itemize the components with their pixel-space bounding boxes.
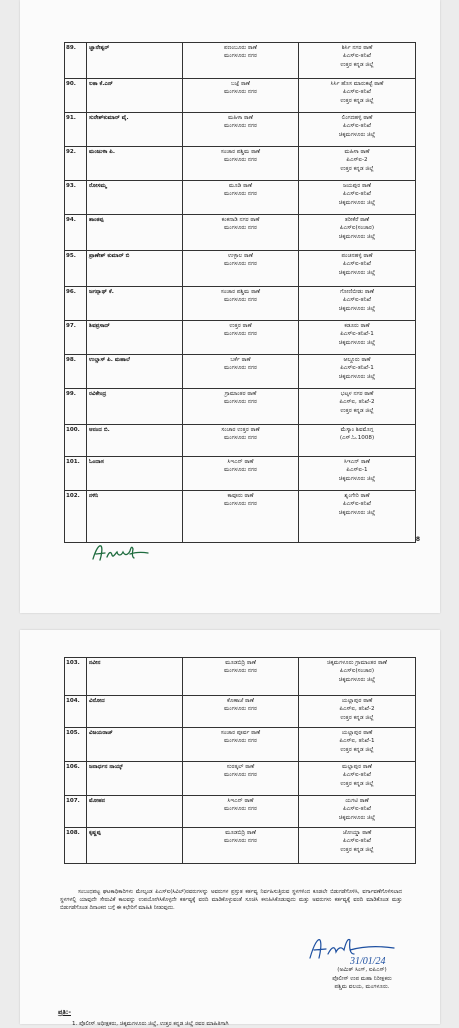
officer-name: ಮಂಜುಳಾ ಪಿ. <box>87 147 183 181</box>
current-posting-line: ಮಂಗಳೂರು ನಗರ <box>223 467 258 474</box>
current-posting-line: ಮಂಗಳೂರು ನಗರ <box>223 331 258 338</box>
new-posting-line: ಪಿಎಸ್‌ಐ-ತನಿಖೆ-1 <box>340 365 374 372</box>
current-posting-line: ಮಂಗಳೂರು ನಗರ <box>223 435 258 442</box>
current-posting-line: ಮಂಗಳೂರು ನಗರ <box>223 772 258 779</box>
signature-initials <box>90 542 154 568</box>
current-posting-line: ಮೂಡಬಿದ್ರಿ ಠಾಣೆ <box>225 660 256 666</box>
new-posting-line: ಚಿಕ್ಕಮಗಳೂರು ಗ್ರಾಮಾಂತರ ಠಾಣೆ <box>326 660 387 666</box>
current-posting-line: ಕಾವೂರು ಠಾಣೆ <box>227 493 254 499</box>
table-row <box>65 215 416 251</box>
new-posting-line: ಚಿಕ್ಕಮಗಳೂರು ಜಿಲ್ಲೆ <box>338 373 376 380</box>
officer-name: ನವೀನ <box>87 658 183 696</box>
new-posting-line: ಉತ್ತರ ಕನ್ನಡ ಜಿಲ್ಲೆ <box>340 780 374 787</box>
serial-number: 94. <box>65 215 87 251</box>
serial-number: 99. <box>65 389 87 425</box>
signatory-name: (ಅಮಿತ್ ಸಿಂಗ್, ಐಪಿಎಸ್) <box>337 967 387 973</box>
new-posting-line: ಪಿಎಸ್‌ಐ-ತನಿಖೆ <box>343 53 371 60</box>
current-posting <box>183 355 299 389</box>
current-posting-line: ಮೂಡಿ ಠಾಣೆ <box>228 183 253 189</box>
table-row <box>65 321 416 355</box>
new-posting-line: ಕಡೂರು ಠಾಣೆ <box>344 323 370 329</box>
current-posting-line: ಸಿಇಎನ್ ಠಾಣೆ <box>227 459 254 465</box>
serial-number: 108. <box>65 828 87 864</box>
new-posting-line: ಚಿಕ್ಕಮಗಳೂರು ಜಿಲ್ಲೆ <box>338 269 376 276</box>
current-posting <box>183 796 299 828</box>
current-posting <box>183 728 299 762</box>
officer-name: ಜ್ಞಾನೇಶ್ವರ್ <box>87 43 183 79</box>
current-posting-line: ಮಂಗಳೂರು ನಗರ <box>223 668 258 675</box>
current-posting-line: ಮಂಗಳೂರು ನಗರ <box>223 838 258 845</box>
current-posting <box>183 425 299 457</box>
new-posting-line: ಲಿಂಗದಹಳ್ಳಿ ಠಾಣೆ <box>341 115 373 121</box>
current-posting-line: ಮಂಗಳೂರು ನಗರ <box>223 738 258 745</box>
new-posting-line: ಯಗಟಿ ಠಾಣೆ <box>345 798 369 804</box>
current-posting-line: ಸುರತ್ಕಲ್ ಠಾಣೆ <box>226 764 255 770</box>
new-posting <box>299 457 416 491</box>
current-posting-line: ಸಂಚಾರ ಪಶ್ಚಿಮ ಠಾಣೆ <box>220 149 261 155</box>
current-posting-line: ಮಂಗಳೂರು ನಗರ <box>223 806 258 813</box>
new-posting <box>299 215 416 251</box>
current-posting-line: ಉತ್ತರ ಠಾಣೆ <box>229 323 252 329</box>
serial-number: 102. <box>65 491 87 543</box>
new-posting <box>299 425 416 457</box>
new-posting-line: ಪಿಎಸ್‌ಐ-ತನಿಖೆ <box>343 838 371 845</box>
officer-name: ಜನಾರ್ಧನ ನಾಯ್ಕ್ <box>87 762 183 796</box>
table-row <box>65 113 416 147</box>
officer-name: ವಿಜಯರಾಜ್ <box>87 728 183 762</box>
current-posting-line: ಬಜ್ಪೆ ಠಾಣೆ <box>231 81 250 87</box>
new-posting-line: ಪಿಎಸ್‌ಐ-ತನಿಖೆ <box>343 772 371 779</box>
officer-name: ರೋಸಮ್ಮ <box>87 181 183 215</box>
current-posting <box>183 491 299 543</box>
current-posting-line: ಗ್ರಾಮಾಂತರ ಠಾಣೆ <box>224 391 257 397</box>
new-posting-line: ಚಿಕ್ಕಮಗಳೂರು ಜಿಲ್ಲೆ <box>338 131 376 138</box>
new-posting-line: ಉತ್ತರ ಕನ್ನಡ ಜಿಲ್ಲೆ <box>340 714 374 721</box>
new-posting-line: ಪಿಎಸ್‌ಐ-1 <box>346 467 368 474</box>
officer-name: ನಳಿನಿ <box>87 491 183 543</box>
new-posting-line: ಸಿಇಎನ್ ಠಾಣೆ <box>344 459 370 465</box>
new-posting-line: ಉತ್ತರ ಕನ್ನಡ ಜಿಲ್ಲೆ <box>340 61 374 68</box>
officer-name: ಶಾಂತಪ್ಪ <box>87 215 183 251</box>
new-posting-line: ಸಿರ್ಸಿ ಹೊಸ ಮಾರುಕಟ್ಟೆ ಠಾಣೆ <box>330 81 384 87</box>
new-posting-line: ಚಿಕ್ಕಮಗಳೂರು ಜಿಲ್ಲೆ <box>338 676 376 683</box>
serial-number: 98. <box>65 355 87 389</box>
current-posting-line: ಸಂಚಾರ ಉತ್ತರ ಠಾಣೆ <box>221 427 260 433</box>
table-row <box>65 355 416 389</box>
current-posting <box>183 79 299 113</box>
new-posting <box>299 321 416 355</box>
new-posting <box>299 181 416 215</box>
current-posting <box>183 287 299 321</box>
current-posting <box>183 389 299 425</box>
new-posting <box>299 658 416 696</box>
table-row <box>65 728 416 762</box>
new-posting-line: ಉತ್ತರ ಕನ್ನಡ ಜಿಲ್ಲೆ <box>340 846 374 853</box>
new-posting-line: ಪಿಎಸ್‌ಐ-ತನಿಖೆ <box>343 806 371 813</box>
new-posting-line: ಉತ್ತರ ಕನ್ನಡ ಜಿಲ್ಲೆ <box>340 97 374 104</box>
signature-date: 31/01/24 <box>350 956 386 967</box>
table-row <box>65 287 416 321</box>
serial-number: 96. <box>65 287 87 321</box>
table-row <box>65 658 416 696</box>
current-posting <box>183 321 299 355</box>
current-posting <box>183 181 299 215</box>
current-posting-line: ಮಂಗಳೂರು ನಗರ <box>223 157 258 164</box>
current-posting-line: ಮಂಗಳೂರು ನಗರ <box>223 501 258 508</box>
new-posting-line: ಪಿಎಸ್‌ಐ-ತನಿಖೆ <box>343 297 371 304</box>
page-number: 8 <box>415 536 420 543</box>
new-posting-line: ಮಹಿಳಾ ಠಾಣೆ <box>344 149 370 155</box>
current-posting <box>183 696 299 728</box>
new-posting-line: ಉತ್ತರ ಕನ್ನಡ ಜಿಲ್ಲೆ <box>340 165 374 172</box>
new-posting-line: ಚಿಕ್ಕಮಗಳೂರು ಜಿಲ್ಲೆ <box>338 475 376 482</box>
new-posting-line: ಚಿಕ್ಕಮಗಳೂರು ಜಿಲ್ಲೆ <box>338 814 376 821</box>
new-posting-line: ಪಿಎಸ್‌ಐ, ತನಿಖೆ-2 <box>339 706 375 713</box>
serial-number: 101. <box>65 457 87 491</box>
table-row <box>65 389 416 425</box>
transfer-table-page-2 <box>64 657 416 864</box>
new-posting-line: ಪಿಎಸ್‌ಐ-ತನಿಖೆ <box>343 261 371 268</box>
current-posting-line: ಮಂಗಳೂರು ನಗರ <box>223 365 258 372</box>
new-posting-line: ಪಿಎಸ್‌ಐ-ತನಿಖೆ <box>343 501 371 508</box>
new-posting-line: ಉತ್ತರ ಕನ್ನಡ ಜಿಲ್ಲೆ <box>340 746 374 753</box>
new-posting-line: ಚಿಕ್ಕಮಗಳೂರು ಜಿಲ್ಲೆ <box>338 233 376 240</box>
table-row <box>65 796 416 828</box>
current-posting <box>183 457 299 491</box>
new-posting <box>299 355 416 389</box>
table-row <box>65 147 416 181</box>
new-posting <box>299 79 416 113</box>
table-row <box>65 491 416 543</box>
current-posting-line: ಸಿಇಎನ್ ಠಾಣೆ <box>227 798 254 804</box>
new-posting-line: ಜಯಪುರ ಠಾಣೆ <box>342 183 372 189</box>
new-posting <box>299 828 416 864</box>
officer-name: ಆನಂದ ಬಿ. <box>87 425 183 457</box>
officer-name: ಸುರೇಶ್‌ಕುಮಾರ್ ವೈ. <box>87 113 183 147</box>
current-posting-line: ಮಂಗಳೂರು ನಗರ <box>223 123 258 130</box>
new-posting-line: ಪಂಚನಹಳ್ಳಿ ಠಾಣೆ <box>341 253 373 259</box>
serial-number: 104. <box>65 696 87 728</box>
signatory-designation: ಪೊಲೀಸ್ ಉಪ ಮಹಾ ನಿರೀಕ್ಷಕರು <box>332 975 392 982</box>
new-posting-line: ಜೋಯ್ಡಾ ಠಾಣೆ <box>342 830 372 836</box>
serial-number: 89. <box>65 43 87 79</box>
current-posting-line: ಮಂಗಳೂರು ನಗರ <box>223 191 258 198</box>
table-row <box>65 43 416 79</box>
current-posting-line: ಮಂಗಳೂರು ನಗರ <box>223 261 258 268</box>
current-posting <box>183 215 299 251</box>
new-posting <box>299 696 416 728</box>
current-posting-line: ಮಂಗಳೂರು ನಗರ <box>223 89 258 96</box>
new-posting-line: ಉತ್ತರ ಕನ್ನಡ ಜಿಲ್ಲೆ <box>340 407 374 414</box>
serial-number: 91. <box>65 113 87 147</box>
officer-name: ಜಗನ್ನಾಥ್ ಕೆ. <box>87 287 183 321</box>
new-posting-line: ಚಿಕ್ಕಮಗಳೂರು ಜಿಲ್ಲೆ <box>338 199 376 206</box>
new-posting-line: ಚಿಕ್ಕಮಗಳೂರು ಜಿಲ್ಲೆ <box>338 509 376 516</box>
new-posting <box>299 251 416 287</box>
current-posting-line: ಕಂಕನಾಡಿ ನಗರ ಠಾಣೆ <box>221 217 260 223</box>
new-posting-line: ಚಿಕ್ಕಮಗಳೂರು ಜಿಲ್ಲೆ <box>338 305 376 312</box>
document-page-2 <box>20 630 440 1027</box>
new-posting-line: ಯಲ್ಲಾಪುರ ಠಾಣೆ <box>341 698 373 704</box>
new-posting-line: ಆಲ್ದೂರು ಠಾಣೆ <box>343 357 371 363</box>
new-posting <box>299 287 416 321</box>
current-posting <box>183 43 299 79</box>
officer-name: ಲತಾ ಕೆ.ಎನ್ <box>87 79 183 113</box>
current-posting <box>183 113 299 147</box>
table-row <box>65 181 416 215</box>
table-row <box>65 457 416 491</box>
new-posting <box>299 728 416 762</box>
current-posting-line: ಮಹಿಳಾ ಠಾಣೆ <box>228 115 253 121</box>
new-posting-line: ಮಲ್ಲಾಪುರ ಠಾಣೆ <box>342 764 372 770</box>
signatory-block <box>302 966 422 992</box>
current-posting-line: ಮಂಗಳೂರು ನಗರ <box>223 706 258 713</box>
officer-name: ಶಿವಪ್ರಸಾದ್ <box>87 321 183 355</box>
new-posting-line: ಪಿಎಸ್‌ಐ-ತನಿಖೆ-1 <box>340 331 374 338</box>
current-posting-line: ಮಂಗಳೂರು ನಗರ <box>223 399 258 406</box>
table-row <box>65 425 416 457</box>
current-posting <box>183 658 299 696</box>
officer-name: ವಿನೋದ <box>87 696 183 728</box>
current-posting-line: ಸಂಚಾರ ಪಶ್ಚಿಮ ಠಾಣೆ <box>220 289 261 295</box>
current-posting-line: ಮಂಗಳೂರು ನಗರ <box>223 53 258 60</box>
copy-to-label: ಪ್ರತಿ:- <box>58 1008 71 1016</box>
instruction-paragraph: ಸಂಬಂಧಪಟ್ಟ ಘಟಕಾಧಿಕಾರಿಗಳು ಮೇಲ್ಕಂಡ ಪಿಎಸ್‌ಐ(ಸಿವಿಲ್)ರವರುಗಳನ್ನು ಅವರುಗಳ ಪ್ರಸ್ತುತ ಕರ್ತವ್ಯ ನಿರ್ವಹಿಸುತ್ತಿರುವ ಸ್ಥಳಗಳಿಂದ ಕೂಡಲೇ ಬಿಡುಗಡೆಗೊಳಿಸಿ, ವರ್ಗಾವಣೆಗೊಳಿಸಲಾದ ಸ್ಥಳಗಳಲ್ಲಿ ಯಾವುದೇ ಸೇರುವಿಕೆ ಕಾಲವನ್ನು ಉಪಯೋಗಿಸಿಕೊಳ್ಳದೇ ಕರ್ತವ್ಯಕ್ಕೆ ವರದಿ ಮಾಡಿಕೊಳ್ಳುವಂತೆ ಸೂಚಿಸಿ ಕಳುಹಿಸಿಕೊಡುವುದು ಮತ್ತು ಅವರುಗಳು ಕರ್ತವ್ಯಕ್ಕೆ ವರದಿ ಮಾಡಿಕೊಂಡ ಮತ್ತು ಬಿಡುಗಡೆಗೊಂಡ ದಿನಾಂಕದ ಬಗ್ಗೆ ಈ ಕಛೇರಿಗೆ ಮಾಹಿತಿ ನೀಡುವುದು. <box>60 889 402 912</box>
new-posting-line: ತರೀಕೆರೆ ಠಾಣೆ <box>344 217 370 223</box>
new-posting-line: ಪಿಎಸ್‌ಐ, ತನಿಖೆ-1 <box>339 738 375 745</box>
new-posting-line: ಪಿಎಸ್‌ಐ(ಸಂಚಾರ) <box>339 225 375 232</box>
current-posting-line: ಕೊಣಾಜೆ ಠಾಣೆ <box>227 698 254 704</box>
new-posting <box>299 389 416 425</box>
document-page-1 <box>20 0 440 613</box>
new-posting-line: ಮೆಸ್ಕಾಂ ಶಿವಮೊಗ್ಗ <box>340 427 374 433</box>
new-posting-line: ಪಿಎಸ್‌ಐ-ತನಿಖೆ <box>343 89 371 96</box>
current-posting <box>183 147 299 181</box>
serial-number: 107. <box>65 796 87 828</box>
new-posting-line: ಶೃಂಗೇರಿ ಠಾಣೆ <box>344 493 370 499</box>
officer-name: ಓಂದಾಸ <box>87 457 183 491</box>
table-row <box>65 79 416 113</box>
serial-number: 105. <box>65 728 87 762</box>
table-row <box>65 696 416 728</box>
current-posting-line: ಉಳ್ಳಾಲ ಠಾಣೆ <box>228 253 253 259</box>
table-row <box>65 251 416 287</box>
new-posting <box>299 762 416 796</box>
new-posting-line: ಗೋಣಿಬೀಡು ಠಾಣೆ <box>340 289 374 295</box>
transfer-table-page-1 <box>64 42 416 543</box>
current-posting-line: ಸಂಚಾರ ಪೂರ್ವ ಠಾಣೆ <box>220 730 261 736</box>
table-row <box>65 828 416 864</box>
serial-number: 95. <box>65 251 87 287</box>
table-row <box>65 762 416 796</box>
current-posting <box>183 828 299 864</box>
new-posting-line: ಪಿಎಸ್‌ಐ-ತನಿಖೆ <box>343 191 371 198</box>
current-posting-line: ಪಣಂಬೂರು ಠಾಣೆ <box>224 45 257 51</box>
new-posting-line: ಯಲ್ಲಾಪುರ ಠಾಣೆ <box>341 730 373 736</box>
officer-name: ಮೋಹನ <box>87 796 183 828</box>
serial-number: 97. <box>65 321 87 355</box>
current-posting-line: ಮಂಗಳೂರು ನಗರ <box>223 297 258 304</box>
current-posting-line: ಬರ್ಕೆ ಠಾಣೆ <box>230 357 251 363</box>
serial-number: 100. <box>65 425 87 457</box>
copy-to-text: 1. ಪೊಲೀಸ್ ಅಧೀಕ್ಷಕರು, ಚಿಕ್ಕಮಗಳೂರು ಜಿಲ್ಲೆ, ಉತ್ತರ ಕನ್ನಡ ಜಿಲ್ಲೆ ರವರ ಮಾಹಿತಿಗಾಗಿ <box>72 1021 229 1027</box>
officer-name: ರವಿಕೇಂದ್ರ <box>87 389 183 425</box>
officer-name: ಪ್ರಾಣೇಶ್ ಕುಮಾರ್ ಬಿ <box>87 251 183 287</box>
new-posting <box>299 113 416 147</box>
serial-number: 93. <box>65 181 87 215</box>
new-posting <box>299 491 416 543</box>
officer-name: ಕೃಷ್ಣಪ್ಪ <box>87 828 183 864</box>
new-posting-line: ಪಿಎಸ್‌ಐ(ಸಂಚಾರ) <box>339 668 375 675</box>
new-posting-line: ಭಟ್ಕಳ ನಗರ ಠಾಣೆ <box>340 391 374 397</box>
current-posting <box>183 762 299 796</box>
new-posting-line: (ಎಸ್.ಓ.1008) <box>339 435 375 442</box>
signatory-office: ಪಶ್ಚಿಮ ವಲಯ, ಮಂಗಳೂರು. <box>334 984 390 990</box>
new-posting-line: ಶಿರ್ಸಿ ನಗರ ಠಾಣೆ <box>341 45 373 51</box>
new-posting <box>299 43 416 79</box>
new-posting <box>299 147 416 181</box>
current-posting-line: ಮಂಗಳೂರು ನಗರ <box>223 225 258 232</box>
serial-number: 103. <box>65 658 87 696</box>
new-posting-line: ಪಿಎಸ್‌ಐ-ತನಿಖೆ <box>343 123 371 130</box>
new-posting <box>299 796 416 828</box>
new-posting-line: ಚಿಕ್ಕಮಗಳೂರು ಜಿಲ್ಲೆ <box>338 339 376 346</box>
current-posting-line: ಮೂಡಬಿದ್ರಿ ಠಾಣೆ <box>225 830 256 836</box>
new-posting-line: ಪಿಎಸ್‌ಐ, ತನಿಖೆ-2 <box>339 399 375 406</box>
serial-number: 92. <box>65 147 87 181</box>
serial-number: 106. <box>65 762 87 796</box>
current-posting <box>183 251 299 287</box>
officer-name: ಉಲ್ಲಾಸ್ ಪಿ. ಮಹಾಲೆ <box>87 355 183 389</box>
new-posting-line: ಪಿಎಸ್‌ಐ-2 <box>346 157 368 164</box>
serial-number: 90. <box>65 79 87 113</box>
